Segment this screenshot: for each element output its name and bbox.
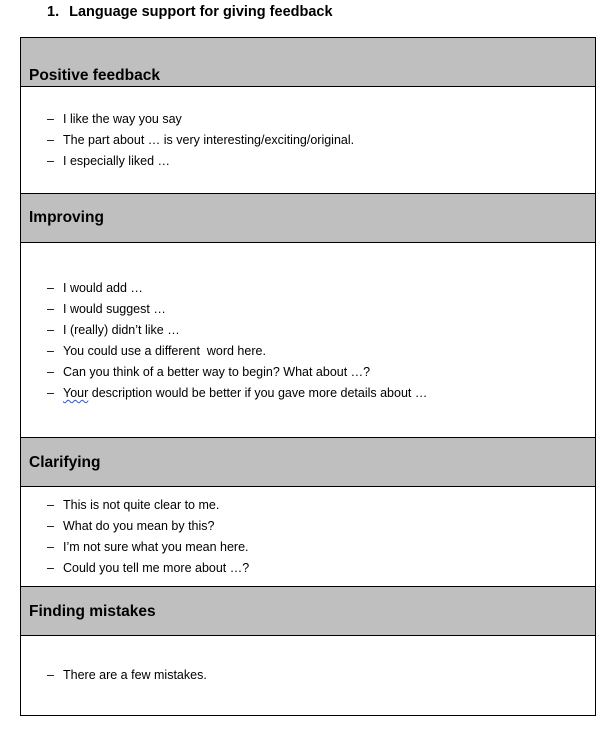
section-body-improving (21, 243, 595, 438)
phrase-list (47, 665, 207, 686)
dash-bullet: – (47, 344, 54, 358)
section-header-finding-mistakes (21, 587, 595, 636)
dash-bullet: – (47, 561, 54, 575)
section-body-finding-mistakes (21, 636, 595, 715)
dash-bullet: – (47, 133, 54, 147)
dash-bullet: – (47, 498, 54, 512)
section-body-clarifying (21, 487, 595, 587)
list-item (47, 558, 249, 579)
phrase-text: I would add … (63, 281, 143, 295)
dash-bullet: – (47, 302, 54, 316)
list-item (47, 537, 249, 558)
list-item (47, 109, 354, 130)
phrase-text: There are a few mistakes. (63, 668, 207, 682)
list-item (47, 278, 427, 299)
phrase-list (47, 495, 249, 579)
spellcheck-flagged-word: Your (63, 386, 89, 400)
phrase-text: The part about … is very interesting/exciting/original. (63, 133, 355, 147)
list-item (47, 362, 427, 383)
section-title: Improving (29, 209, 104, 226)
dash-bullet: – (47, 540, 54, 554)
list-item (47, 665, 207, 686)
list-item (47, 299, 427, 320)
list-item (47, 341, 427, 362)
phrase-text: I especially liked … (63, 154, 170, 168)
dash-bullet: – (47, 323, 54, 337)
dash-bullet: – (47, 154, 54, 168)
phrase-text: What do you mean by this? (63, 519, 215, 533)
phrase-text: I would suggest … (63, 302, 166, 316)
phrase-text: This is not quite clear to me. (63, 498, 220, 512)
list-item (47, 495, 249, 516)
phrase-text: I’m not sure what you mean here. (63, 540, 249, 554)
phrase-text: Could you tell me more about …? (63, 561, 250, 575)
list-item (47, 130, 354, 151)
dash-bullet: – (47, 519, 54, 533)
phrase-list (47, 278, 427, 404)
list-item (47, 516, 249, 537)
document-heading (47, 4, 333, 20)
section-title: Positive feedback (29, 67, 160, 84)
heading-title: Language support for giving feedback (69, 4, 333, 20)
phrase-text: I (really) didn’t like … (63, 323, 180, 337)
dash-bullet: – (47, 668, 54, 682)
section-header-positive-feedback (21, 38, 595, 87)
dash-bullet: – (47, 281, 54, 295)
section-title: Clarifying (29, 454, 101, 471)
list-item (47, 383, 427, 404)
phrase-text: You could use a different word here. (63, 344, 266, 358)
dash-bullet: – (47, 386, 54, 400)
section-header-improving (21, 194, 595, 243)
dash-bullet: – (47, 112, 54, 126)
section-title: Finding mistakes (29, 603, 156, 620)
dash-bullet: – (47, 365, 54, 379)
section-header-clarifying (21, 438, 595, 487)
phrase-list (47, 109, 354, 172)
heading-number: 1. (47, 4, 60, 20)
phrase-text: I like the way you say (63, 112, 182, 126)
section-body-positive-feedback (21, 87, 595, 194)
phrase-text: description would be better if you gave more details about … (88, 386, 428, 400)
list-item (47, 151, 354, 172)
phrase-text: Can you think of a better way to begin? What about …? (63, 365, 371, 379)
list-item (47, 320, 427, 341)
feedback-phrases-table (20, 37, 596, 716)
